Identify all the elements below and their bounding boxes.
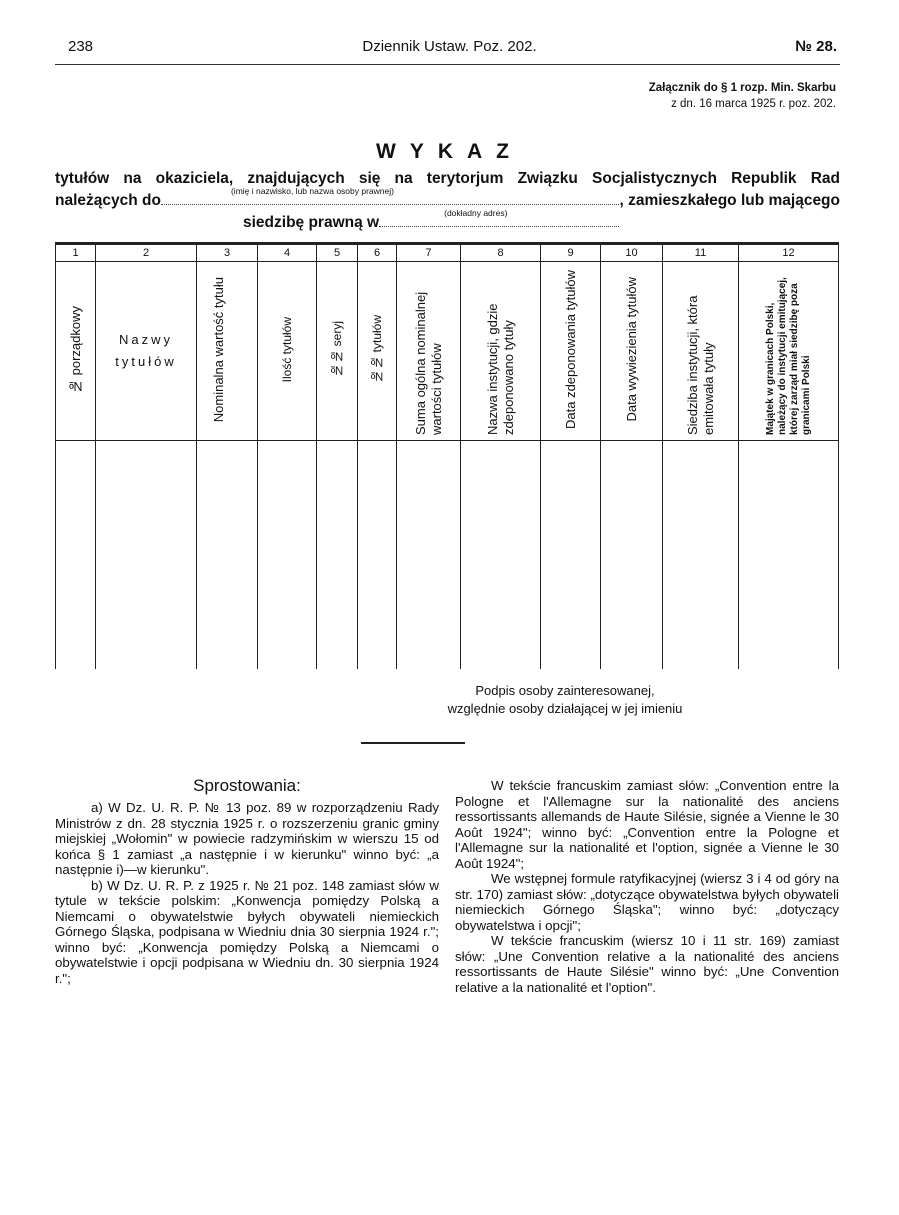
correction-paragraph: We wstępnej formule ratyfikacyjnej (wiersz 3 i 4 od góry na str. 170) zamiast słów: „dotyczące obywatelstwa byłych obywateli niemieckich Górnego Śląska"; winno być: „dotyczący obywatelstwa i opcji";: [455, 871, 839, 933]
correction-paragraph: W tekście francuskim zamiast słów: „Convention entre la Pologne et l'Allemagne sur la nationalité des anciens ressortissants allemands de Haute Silésie, signée a Vienne le 30 Août 1924"; winno być: „Convention entre la Pologne et l'Allemagne sur la nationalité et l'option, signée a Vienne le 30 Août 1924";: [455, 778, 839, 871]
correction-paragraph: W tekście francuskim (wiersz 10 i 11 str. 169) zamiast słów: „Une Convention relative a la nationalité des anciens ressortissants de Haute Silésie" winno być: „Une Convention relative a la nationalité et l'option".: [455, 933, 839, 995]
table-cell[interactable]: [358, 441, 397, 670]
col-header: Nominalna wartość tytułu: [211, 276, 226, 423]
col-header: Data wywiezienia tytułów: [623, 277, 639, 422]
table-cell[interactable]: [461, 441, 541, 670]
col-header: Nazwy tytułów: [96, 262, 197, 441]
table-cell[interactable]: [258, 441, 317, 670]
col-header: №№ tytułów: [370, 315, 384, 384]
col-num: 5: [317, 244, 358, 262]
table-cell[interactable]: [541, 441, 601, 670]
col-num: 3: [197, 244, 258, 262]
col-num: 11: [663, 244, 739, 262]
col-header: Majątek w granicach Polski, należący do instytucji emitującej, której zarząd miał siedzibę poza granicami Polski: [764, 276, 812, 435]
document-title: WYKAZ: [376, 140, 523, 163]
table-cell[interactable]: [96, 441, 197, 670]
intro-line-2-end: , zamieszkałego lub mającego: [619, 192, 840, 209]
table-cell[interactable]: [663, 441, 739, 670]
signature-line-2: względnie osoby działającej w jej imieniu: [447, 701, 683, 716]
owner-name-field[interactable]: [161, 186, 620, 205]
col-num: 4: [258, 244, 317, 262]
securities-table: [55, 242, 839, 669]
corrections-right-column: [455, 778, 839, 995]
signature-line-1: Podpis osoby zainteresowanej,: [475, 683, 655, 698]
intro-line-3: [243, 208, 619, 232]
page-number: 238: [68, 38, 94, 55]
col-num: 1: [56, 244, 96, 262]
annex-line-1: Załącznik do § 1 rozp. Min. Skarbu: [648, 82, 836, 94]
intro-line-3-start: siedzibę prawną w: [243, 214, 380, 231]
table-cell[interactable]: [601, 441, 663, 670]
corrections-heading: Sprostowania:: [193, 776, 301, 795]
col-header: Ilość tytułów: [280, 316, 294, 383]
signature-note: [400, 682, 730, 718]
col-num: 7: [397, 244, 461, 262]
intro-line-2-start: należących do: [55, 192, 161, 209]
table-cell[interactable]: [56, 441, 96, 670]
journal-title: Dziennik Ustaw. Poz. 202.: [362, 38, 537, 55]
corrections-left-column: [55, 800, 439, 986]
col-header: № porządkowy: [67, 305, 83, 394]
col-num: 12: [739, 244, 839, 262]
col-header: №№ seryj: [330, 321, 344, 378]
table-cell[interactable]: [317, 441, 358, 670]
correction-paragraph: a) W Dz. U. R. P. № 13 poz. 89 w rozporządzeniu Rady Ministrów z dn. 28 stycznia 1925 r. o rozszerzeniu granic gminy miejskiej „Wołomin" w powiecie radzymińskim w wierszu 15 od końca § 1 zamiast „a następnie i w kierunku" winno być: „a następnie i)—w kierunku".: [55, 800, 439, 877]
column-number-row: [56, 244, 839, 262]
col-num: 10: [601, 244, 663, 262]
col-header: Nazwa instytucji, gdzie zdeponowano tytuły: [484, 303, 516, 435]
col-num: 9: [541, 244, 601, 262]
owner-name-hint: (imię i nazwisko, lub nazwa osoby prawnej): [230, 186, 394, 196]
header-rule: [55, 64, 840, 65]
issue-number: № 28.: [795, 38, 837, 55]
col-num: 8: [461, 244, 541, 262]
intro-line-1: tytułów na okaziciela, znajdujących się na terytorjum Związku Socjalistycznych Republik Rad: [55, 170, 840, 187]
annex-note: [649, 80, 836, 112]
table-row: [56, 441, 839, 670]
table-cell[interactable]: [739, 441, 839, 670]
annex-line-2: z dn. 16 marca 1925 r. poz. 202.: [671, 98, 836, 110]
table-cell[interactable]: [397, 441, 461, 670]
col-header: Siedziba instytucji, która emitowała tytuły: [684, 295, 716, 435]
column-header-row: [56, 262, 839, 441]
address-field[interactable]: [379, 208, 619, 227]
col-header: Suma ogólna nominalnej wartości tytułów: [412, 291, 444, 435]
address-hint: (dokładny adres): [444, 208, 508, 218]
correction-paragraph: b) W Dz. U. R. P. z 1925 r. № 21 poz. 148 zamiast słów w tytule w tekście polskim: „Konwencja pomiędzy Polską a Niemcami o obywatelstwie byłych obywateli niemieckich Górnego Śląska, podpisana w Wiedniu dnia 30 sierpnia 1924 r."; winno być: „Konwencja pomiędzy Polską a Niemcami o obywatelstwie i opcji podpisana w Wiedniu dn. 30 sierpnia 1924 r.";: [55, 877, 439, 986]
col-num: 6: [358, 244, 397, 262]
col-num: 2: [96, 244, 197, 262]
section-separator: [361, 742, 465, 744]
col-header: Data zdeponowania tytułów: [562, 270, 578, 429]
table-cell[interactable]: [197, 441, 258, 670]
